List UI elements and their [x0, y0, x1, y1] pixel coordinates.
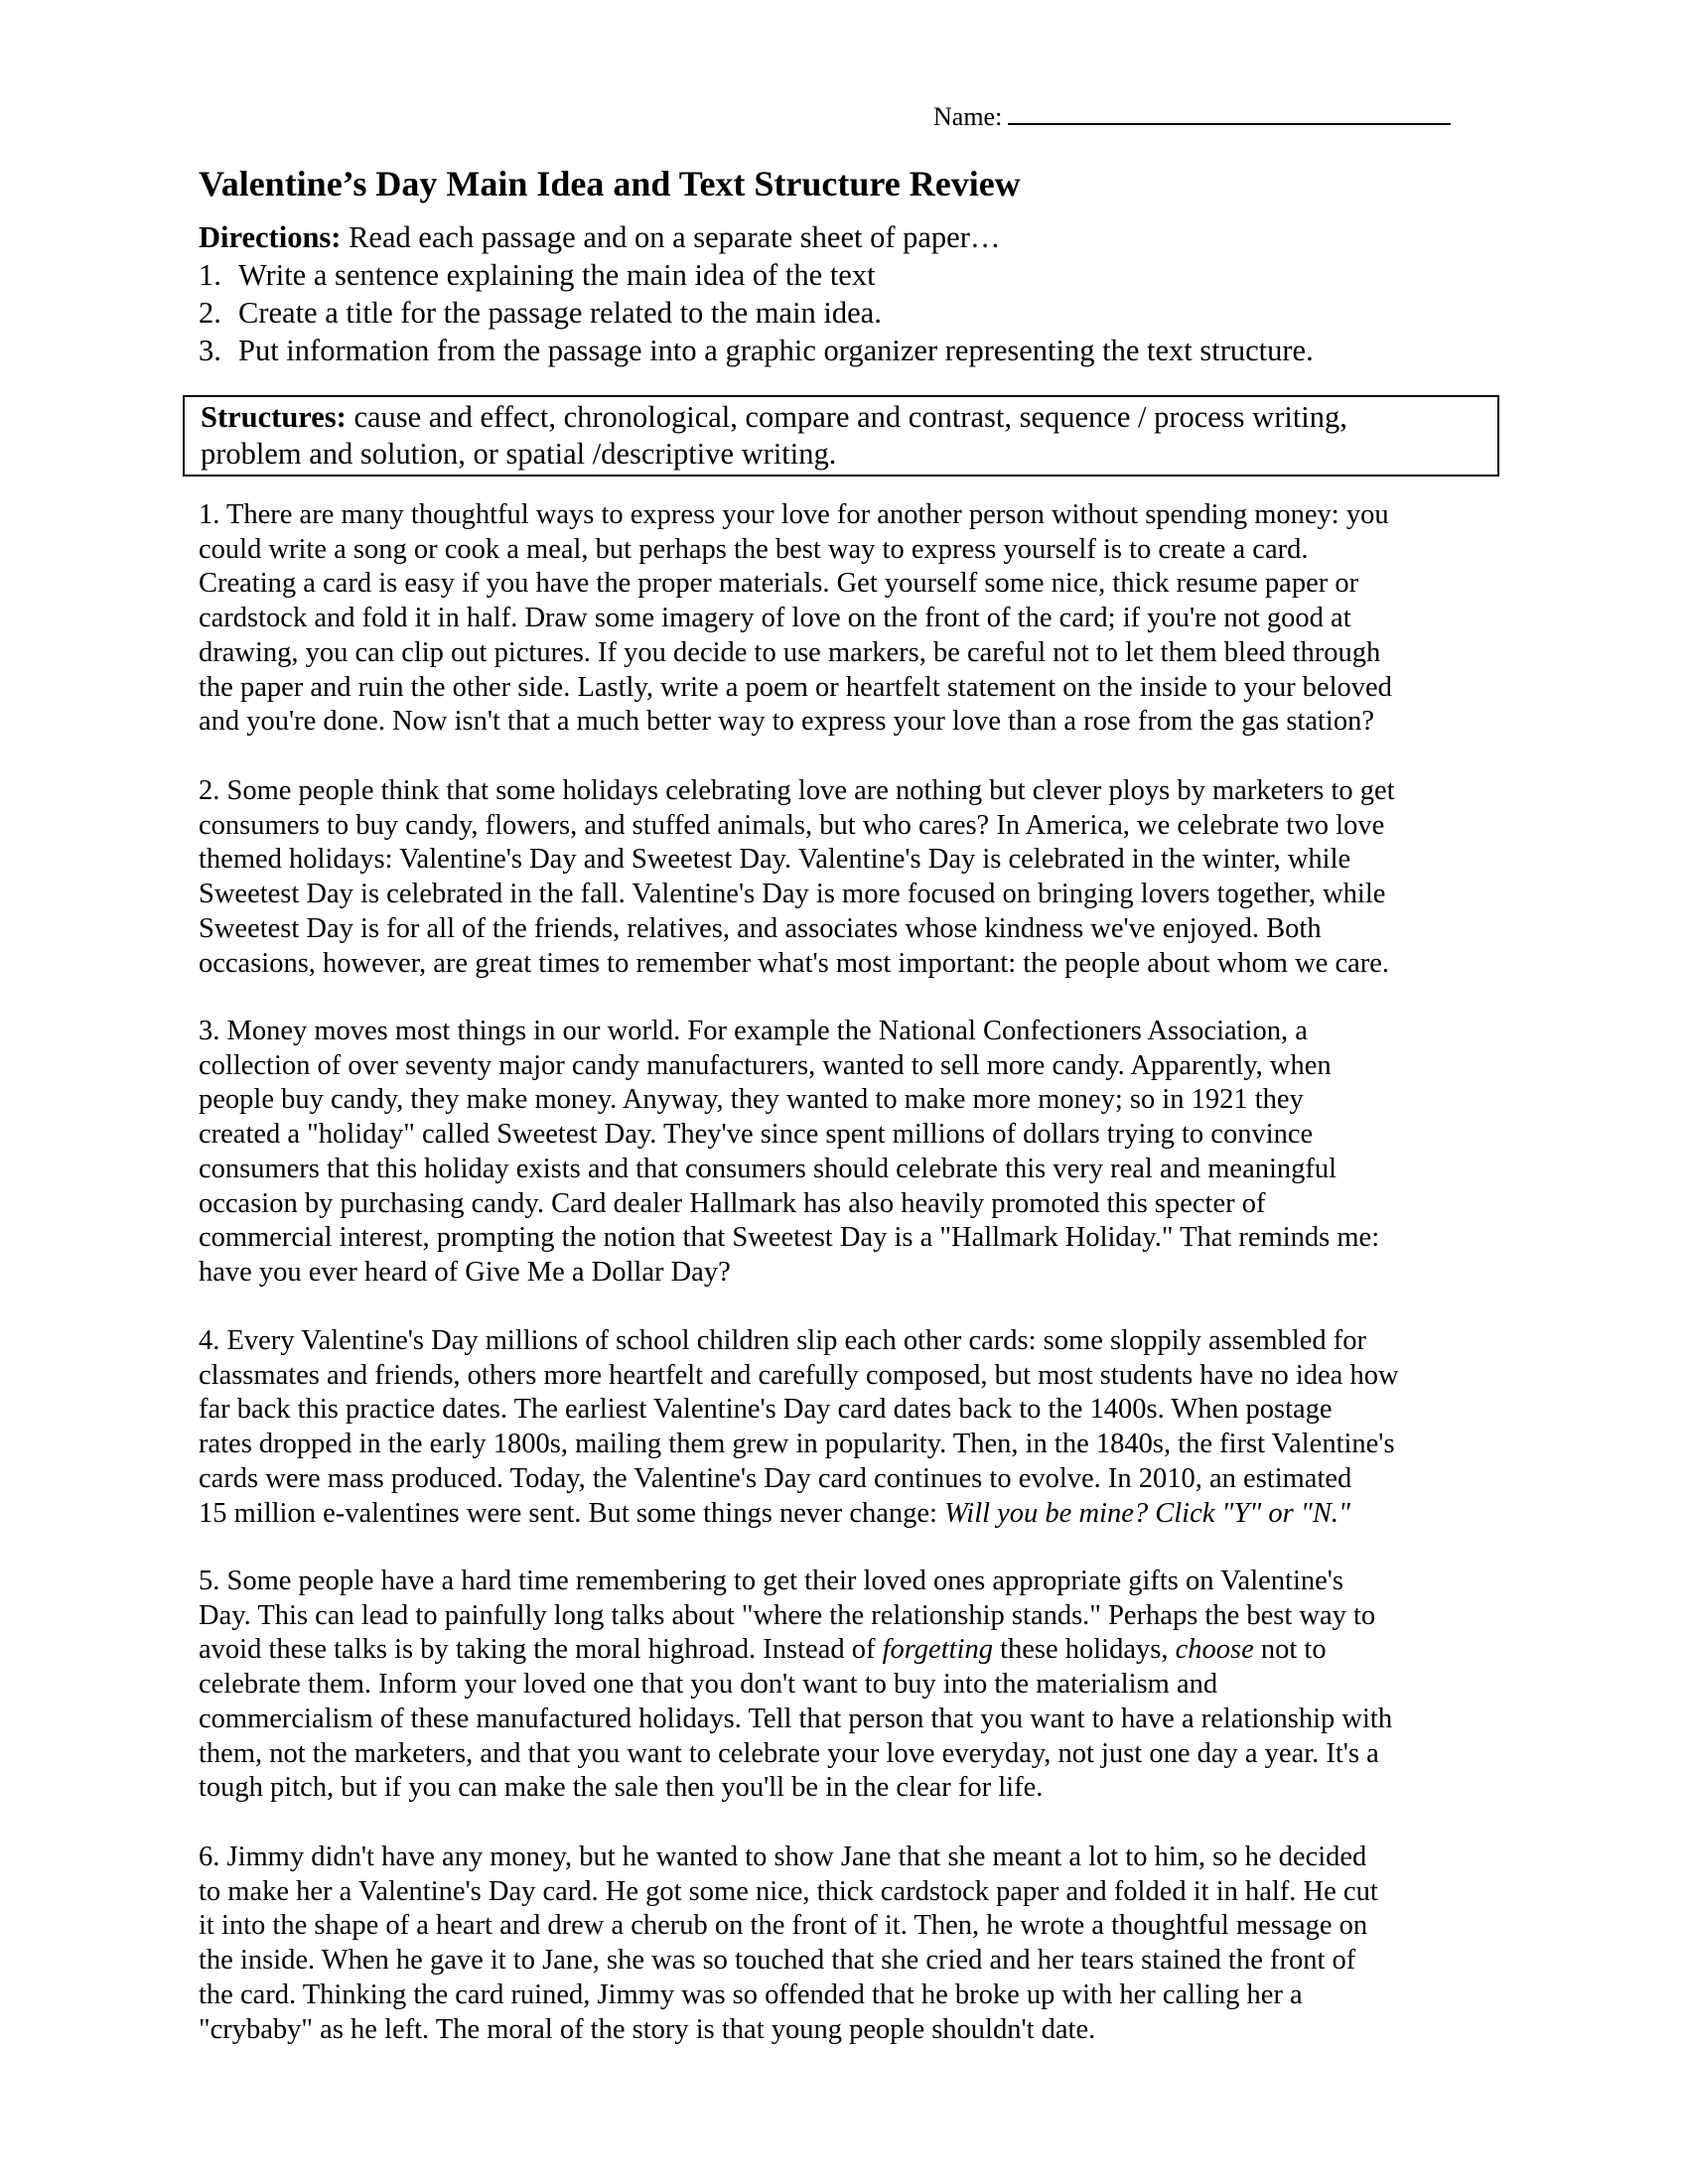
name-field — [933, 97, 1451, 134]
passage-line: it into the shape of a heart and drew a cherub on the front of it. Then, he wrote a thoughtful message on — [199, 1910, 1368, 1942]
passage-line — [199, 1633, 1519, 1668]
passage-line: the paper and ruin the other side. Lastly, write a poem or heartfelt statement on the inside to your beloved — [199, 671, 1392, 703]
passage-6 — [199, 1841, 1519, 2047]
passage-line: 6. Jimmy didn't have any money, but he wanted to show Jane that she meant a lot to him, so he decided — [199, 1842, 1367, 1872]
directions-item-number: 1. — [199, 258, 221, 292]
passage-line: consumers to buy candy, flowers, and stuffed animals, but who cares? In America, we celebrate two love — [199, 809, 1385, 841]
directions-item-number: 3. — [199, 334, 221, 367]
passage-line: and you're done. Now isn't that a much better way to express your love than a rose from the gas station? — [199, 706, 1374, 738]
directions-label: Directions: — [199, 220, 342, 254]
passage-text: avoid these talks is by taking the moral highroad. Instead of — [199, 1634, 883, 1666]
passage-line: occasion by purchasing candy. Card dealer Hallmark has also heavily promoted this specter of — [199, 1187, 1266, 1219]
passage-line: Sweetest Day is for all of the friends, relatives, and associates whose kindness we've enjoyed. Both — [199, 912, 1322, 944]
passage-line: tough pitch, but if you can make the sale then you'll be in the clear for life. — [199, 1772, 1044, 1804]
directions-item-text: Create a title for the passage related to the main idea. — [238, 296, 882, 330]
passage-line: have you ever heard of Give Me a Dollar Day? — [199, 1256, 731, 1288]
directions-intro — [199, 218, 1509, 256]
passage-italic-text: Will you be mine? Click "Y" or "N." — [944, 1497, 1350, 1529]
passage-1 — [199, 498, 1519, 740]
directions-item — [199, 256, 1509, 294]
directions-item — [199, 294, 1509, 332]
passage-line: collection of over seventy major candy manufacturers, wanted to sell more candy. Apparently, when — [199, 1049, 1332, 1081]
passage-line: commercialism of these manufactured holidays. Tell that person that you want to have a relationship with — [199, 1703, 1393, 1734]
structures-box — [183, 395, 1499, 477]
passage-3 — [199, 1015, 1519, 1291]
passage-line: cards were mass produced. Today, the Valentine's Day card continues to evolve. In 2010, an estimated — [199, 1462, 1352, 1494]
passage-line: 1. There are many thoughtful ways to express your love for another person without spending money: you — [199, 499, 1389, 530]
passage-italic-text: choose — [1175, 1634, 1254, 1666]
passage-line: Creating a card is easy if you have the proper materials. Get yourself some nice, thick resume paper or — [199, 568, 1359, 600]
passage-line: drawing, you can clip out pictures. If you decide to use markers, be careful not to let them bleed through — [199, 636, 1381, 668]
name-label: Name: — [933, 102, 1003, 131]
passage-text: not to — [1253, 1634, 1327, 1666]
passage-line: Day. This can lead to painfully long talks about "where the relationship stands." Perhaps the best way to — [199, 1599, 1376, 1631]
passage-line: consumers that this holiday exists and that consumers should celebrate this very real and meaningful — [199, 1153, 1337, 1184]
passage-line: far back this practice dates. The earliest Valentine's Day card dates back to the 1400s. When postage — [199, 1394, 1333, 1426]
name-blank-line — [1008, 97, 1451, 125]
directions-text: Read each passage and on a separate sheet of paper… — [341, 220, 1001, 254]
directions-item-text: Write a sentence explaining the main idea of the text — [238, 258, 876, 292]
passage-line: "crybaby" as he left. The moral of the story is that young people shouldn't date. — [199, 2013, 1096, 2045]
passage-line: 4. Every Valentine's Day millions of school children slip each other cards: some sloppily assembled for — [199, 1325, 1367, 1356]
passage-4 — [199, 1324, 1519, 1531]
passage-line: occasions, however, are great times to remember what's most important: the people about whom we care. — [199, 947, 1390, 979]
directions — [199, 218, 1509, 369]
directions-list — [199, 256, 1509, 369]
structures-label: Structures: — [201, 400, 347, 434]
passage-line: 3. Money moves most things in our world. For example the National Confectioners Association, a — [199, 1016, 1308, 1046]
structures-line — [201, 399, 1497, 436]
structures-line: problem and solution, or spatial /descriptive writing. — [201, 437, 837, 471]
passage-line: to make her a Valentine's Day card. He got some nice, thick cardstock paper and folded it in half. He cut — [199, 1875, 1378, 1907]
passage-text: these holidays, — [992, 1634, 1176, 1666]
passage-line: created a "holiday" called Sweetest Day. They've since spent millions of dollars trying to convince — [199, 1119, 1314, 1151]
passage-line: the inside. When he gave it to Jane, she was so touched that she cried and her tears stained the front of — [199, 1945, 1356, 1977]
page-title: Valentine’s Day Main Idea and Text Structure Review — [199, 164, 1021, 204]
passage-5 — [199, 1565, 1519, 1806]
structures-text: cause and effect, chronological, compare and contrast, sequence / process writing, — [346, 400, 1347, 434]
passage-line — [199, 1497, 1519, 1532]
passage-line: 2. Some people think that some holidays celebrating love are nothing but clever ploys by marketers to get — [199, 775, 1395, 806]
passage-line: people buy candy, they make money. Anyway, they wanted to make more money; so in 1921 they — [199, 1084, 1304, 1116]
directions-item-text: Put information from the passage into a graphic organizer representing the text structure. — [238, 334, 1314, 367]
passage-line: the card. Thinking the card ruined, Jimmy was so offended that he broke up with her calling her a — [199, 1979, 1303, 2010]
passage-line: themed holidays: Valentine's Day and Sweetest Day. Valentine's Day is celebrated in the winter, while — [199, 844, 1351, 876]
passage-italic-text: forgetting — [882, 1634, 993, 1666]
directions-item-number: 2. — [199, 296, 221, 330]
passage-line: celebrate them. Inform your loved one that you don't want to buy into the materialism and — [199, 1669, 1218, 1701]
passage-line: them, not the marketers, and that you want to celebrate your love everyday, not just one day a year. It's a — [199, 1737, 1379, 1769]
passage-line: rates dropped in the early 1800s, mailing them grew in popularity. Then, in the 1840s, the first Valentine's — [199, 1429, 1395, 1460]
passage-2 — [199, 774, 1519, 981]
passage-line: cardstock and fold it in half. Draw some imagery of love on the front of the card; if you're not good at — [199, 603, 1351, 634]
passage-line: classmates and friends, others more heartfelt and carefully composed, but most students have no idea how — [199, 1359, 1399, 1391]
passage-text: 15 million e-valentines were sent. But some things never change: — [199, 1497, 945, 1529]
passage-line: commercial interest, prompting the notion that Sweetest Day is a "Hallmark Holiday." That reminds me: — [199, 1222, 1380, 1254]
passage-line: Sweetest Day is celebrated in the fall. Valentine's Day is more focused on bringing lovers together, while — [199, 879, 1386, 910]
passage-line: 5. Some people have a hard time remembering to get their loved ones appropriate gifts on Valentine's — [199, 1566, 1343, 1596]
passage-line: could write a song or cook a meal, but perhaps the best way to express yourself is to create a card. — [199, 533, 1309, 565]
directions-item — [199, 332, 1509, 369]
